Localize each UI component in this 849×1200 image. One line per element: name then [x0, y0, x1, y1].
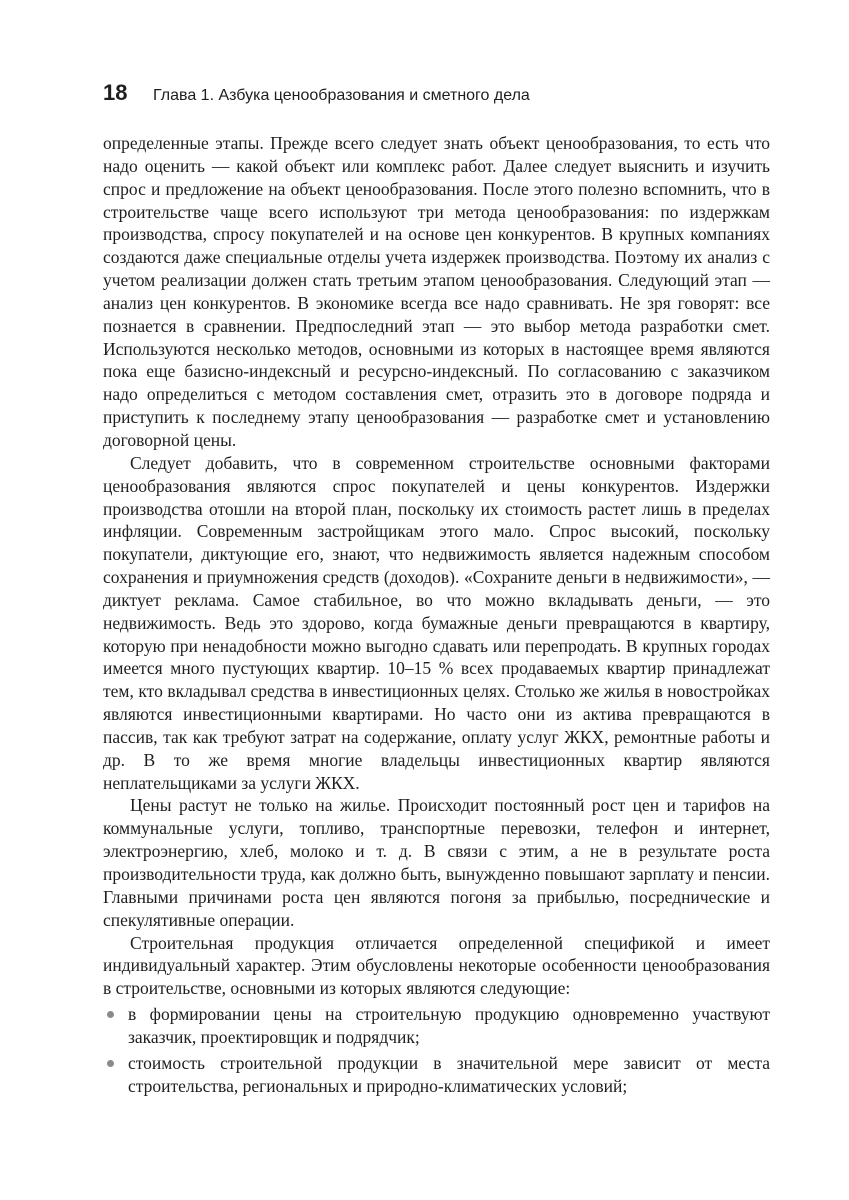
- paragraph: Следует добавить, что в современном строительстве основными факторами ценообразования являются спрос покупателей и цены конкурентов. Издержки производства отошли на второй план, поскольку их стоимость растет лишь в пределах инфляции. Современным застройщикам этого мало. Спрос высокий, поскольку покупатели, диктующие его, знают, что недвижимость является надежным способом сохранения и приумножения средств (доходов). «Сохраните деньги в недвижимости», — диктует реклама. Самое стабильное, во что можно вкладывать деньги, — это недвижимость. Ведь это здорово, когда бумажные деньги превращаются в квартиру, которую при ненадобности можно выгодно сдавать или перепродать. В крупных городах имеется много пустующих квартир. 10–15 % всех продаваемых квартир принадлежат тем, кто вкладывал средства в инвестиционных целях. Столько же жилья в новостройках являются инвестиционными квартирами. Но часто они из актива превращаются в пассив, так как требуют затрат на содержание, оплату услуг ЖКХ, ремонтные работы и др. В то же время многие владельцы инвестиционных квартир являются неплательщиками за услуги ЖКХ.: [103, 452, 770, 793]
- bullet-icon: [107, 1060, 114, 1067]
- paragraph-continued: определенные этапы. Прежде всего следует знать объект ценообразования, то есть что надо оценить — какой объект или комплекс работ. Далее следует выяснить и изучить спрос и предложение на объект ценообразования. После этого полезно вспомнить, что в строительстве чаще всего используют три метода ценообразования: по издержкам производства, спросу покупателей и на основе цен конкурентов. В крупных компаниях создаются даже специальные отделы учета издержек производства. Поэтому их анализ с учетом реализации должен стать третьим этапом ценообразования. Следующий этап — анализ цен конкурентов. В экономике всегда все надо сравнивать. Не зря говорят: все познается в сравнении. Предпоследний этап — это выбор метода разработки смет. Используются несколько методов, основными из которых в настоящее время являются пока еще базисно-индексный и ресурсно-индексный. По согласованию с заказчиком надо определиться с методом составления смет, отразить это в договоре подряда и приступить к последнему этапу ценообразования — разработке смет и установлению договорной цены.: [103, 133, 770, 450]
- list-item: [103, 1003, 770, 1049]
- paragraph: Цены растут не только на жилье. Происходит постоянный рост цен и тарифов на коммунальные услуги, топливо, транспортные перевозки, телефон и интернет, электроэнергию, хлеб, молоко и т. д. В связи с этим, а не в результате роста производительности труда, как должно быть, вынужденно повышают зарплату и пенсии. Главными причинами роста цен являются погоня за прибылью, посреднические и спекулятивные операции.: [103, 795, 770, 930]
- bullet-icon: [107, 1011, 114, 1018]
- running-title: Глава 1. Азбука ценообразования и сметного дела: [153, 87, 530, 104]
- page-header: [103, 80, 763, 106]
- main-text: [103, 132, 770, 1097]
- page-number: 18: [103, 80, 128, 105]
- paragraph: Строительная продукция отличается определенной спецификой и имеет индивидуальный характер. Этим обусловлены некоторые особенности ценообразования в строительстве, основными из которых являются следующие:: [103, 932, 770, 999]
- list-item-text: в формировании цены на строительную продукцию одновременно участвуют заказчик, проектировщик и подрядчик;: [128, 1004, 770, 1047]
- bullet-list: [103, 1003, 770, 1097]
- list-item-text: стоимость строительной продукции в значительной мере зависит от места строительства, региональных и природно-климатических условий;: [128, 1052, 770, 1096]
- list-item: [103, 1052, 770, 1098]
